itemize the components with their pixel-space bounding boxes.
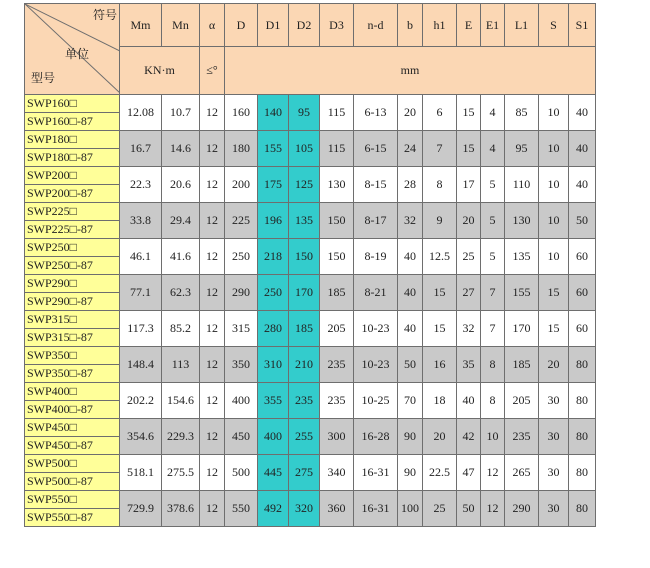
value-cell: 15 (539, 275, 569, 311)
value-cell: 25 (457, 239, 481, 275)
value-cell: 80 (569, 419, 596, 455)
value-cell: 27 (457, 275, 481, 311)
header-row (25, 4, 596, 47)
model-name-cell: SWP180□-87 (25, 149, 120, 167)
value-cell: 445 (258, 455, 289, 491)
value-cell: 135 (289, 203, 320, 239)
value-cell: 8-21 (354, 275, 398, 311)
model-name-cell: SWP400□ (25, 383, 120, 401)
value-cell: 10 (481, 419, 505, 455)
value-cell: 60 (569, 275, 596, 311)
value-cell: 315 (225, 311, 258, 347)
value-cell: 12 (200, 383, 225, 419)
value-cell: 50 (457, 491, 481, 527)
column-header: α (200, 4, 225, 47)
model-name-cell: SWP400□-87 (25, 401, 120, 419)
model-name-cell: SWP550□-87 (25, 509, 120, 527)
value-cell: 320 (289, 491, 320, 527)
model-name-cell: SWP180□ (25, 131, 120, 149)
value-cell: 80 (569, 347, 596, 383)
column-header: h1 (423, 4, 457, 47)
value-cell: 15 (539, 311, 569, 347)
value-cell: 250 (225, 239, 258, 275)
value-cell: 12 (200, 311, 225, 347)
value-cell: 400 (258, 419, 289, 455)
value-cell: 12 (200, 347, 225, 383)
value-cell: 105 (289, 131, 320, 167)
value-cell: 62.3 (162, 275, 200, 311)
value-cell: 200 (225, 167, 258, 203)
value-cell: 40 (398, 239, 423, 275)
model-name-cell: SWP225□ (25, 203, 120, 221)
corner-unit-label: 单位 (65, 47, 90, 61)
value-cell: 160 (225, 95, 258, 131)
value-cell: 35 (457, 347, 481, 383)
value-cell: 8 (481, 347, 505, 383)
value-cell: 185 (320, 275, 354, 311)
model-name-cell: SWP350□ (25, 347, 120, 365)
value-cell: 80 (569, 491, 596, 527)
value-cell: 235 (320, 347, 354, 383)
value-cell: 20.6 (162, 167, 200, 203)
model-name-cell: SWP350□-87 (25, 365, 120, 383)
value-cell: 255 (289, 419, 320, 455)
value-cell: 265 (505, 455, 539, 491)
value-cell: 115 (320, 131, 354, 167)
value-cell: 47 (457, 455, 481, 491)
value-cell: 8-15 (354, 167, 398, 203)
value-cell: 7 (481, 275, 505, 311)
value-cell: 10 (539, 239, 569, 275)
value-cell: 40 (569, 131, 596, 167)
value-cell: 42 (457, 419, 481, 455)
table-row (25, 347, 596, 365)
value-cell: 50 (569, 203, 596, 239)
value-cell: 6 (423, 95, 457, 131)
value-cell: 117.3 (120, 311, 162, 347)
value-cell: 14.6 (162, 131, 200, 167)
model-name-cell: SWP500□ (25, 455, 120, 473)
table-row (25, 95, 596, 113)
model-name-cell: SWP200□ (25, 167, 120, 185)
value-cell: 218 (258, 239, 289, 275)
column-header: S (539, 4, 569, 47)
value-cell: 235 (289, 383, 320, 419)
model-name-cell: SWP200□-87 (25, 185, 120, 203)
value-cell: 5 (481, 167, 505, 203)
value-cell: 70 (398, 383, 423, 419)
value-cell: 40 (398, 311, 423, 347)
value-cell: 12 (200, 455, 225, 491)
value-cell: 16-31 (354, 455, 398, 491)
value-cell: 9 (423, 203, 457, 239)
value-cell: 12.5 (423, 239, 457, 275)
value-cell: 6-15 (354, 131, 398, 167)
value-cell: 135 (505, 239, 539, 275)
table-row (25, 311, 596, 329)
value-cell: 115 (320, 95, 354, 131)
value-cell: 16-28 (354, 419, 398, 455)
value-cell: 340 (320, 455, 354, 491)
value-cell: 90 (398, 419, 423, 455)
value-cell: 12 (200, 419, 225, 455)
column-header: D1 (258, 4, 289, 47)
value-cell: 113 (162, 347, 200, 383)
value-cell: 33.8 (120, 203, 162, 239)
value-cell: 10 (539, 203, 569, 239)
model-name-cell: SWP450□ (25, 419, 120, 437)
model-name-cell: SWP225□-87 (25, 221, 120, 239)
value-cell: 550 (225, 491, 258, 527)
model-name-cell: SWP160□-87 (25, 113, 120, 131)
value-cell: 185 (289, 311, 320, 347)
value-cell: 85 (505, 95, 539, 131)
table-row (25, 491, 596, 509)
value-cell: 12 (200, 239, 225, 275)
value-cell: 148.4 (120, 347, 162, 383)
value-cell: 280 (258, 311, 289, 347)
value-cell: 100 (398, 491, 423, 527)
value-cell: 4 (481, 131, 505, 167)
value-cell: 46.1 (120, 239, 162, 275)
value-cell: 41.6 (162, 239, 200, 275)
column-header: D3 (320, 4, 354, 47)
value-cell: 60 (569, 311, 596, 347)
column-header: D (225, 4, 258, 47)
model-name-cell: SWP160□ (25, 95, 120, 113)
value-cell: 518.1 (120, 455, 162, 491)
value-cell: 40 (457, 383, 481, 419)
model-name-cell: SWP550□ (25, 491, 120, 509)
value-cell: 30 (539, 419, 569, 455)
value-cell: 18 (423, 383, 457, 419)
value-cell: 10-23 (354, 311, 398, 347)
column-header: b (398, 4, 423, 47)
value-cell: 32 (457, 311, 481, 347)
value-cell: 22.3 (120, 167, 162, 203)
value-cell: 500 (225, 455, 258, 491)
value-cell: 22.5 (423, 455, 457, 491)
column-header: E1 (481, 4, 505, 47)
value-cell: 77.1 (120, 275, 162, 311)
value-cell: 155 (258, 131, 289, 167)
value-cell: 29.4 (162, 203, 200, 239)
table-row (25, 383, 596, 401)
value-cell: 15 (423, 275, 457, 311)
value-cell: 290 (225, 275, 258, 311)
value-cell: 10-23 (354, 347, 398, 383)
value-cell: 8-17 (354, 203, 398, 239)
value-cell: 130 (505, 203, 539, 239)
value-cell: 10.7 (162, 95, 200, 131)
value-cell: 7 (423, 131, 457, 167)
value-cell: 290 (505, 491, 539, 527)
value-cell: 20 (423, 419, 457, 455)
model-name-cell: SWP315□-87 (25, 329, 120, 347)
value-cell: 130 (320, 167, 354, 203)
value-cell: 12 (481, 455, 505, 491)
table-row (25, 131, 596, 149)
value-cell: 12 (200, 131, 225, 167)
unit-length: mm (225, 47, 596, 95)
value-cell: 12 (200, 95, 225, 131)
value-cell: 15 (457, 131, 481, 167)
value-cell: 10 (539, 131, 569, 167)
value-cell: 180 (225, 131, 258, 167)
value-cell: 15 (457, 95, 481, 131)
value-cell: 80 (569, 455, 596, 491)
value-cell: 95 (505, 131, 539, 167)
value-cell: 20 (398, 95, 423, 131)
value-cell: 12 (200, 275, 225, 311)
column-header: Mn (162, 4, 200, 47)
value-cell: 10 (539, 167, 569, 203)
value-cell: 354.6 (120, 419, 162, 455)
value-cell: 12 (481, 491, 505, 527)
value-cell: 5 (481, 203, 505, 239)
column-header: n-d (354, 4, 398, 47)
value-cell: 7 (481, 311, 505, 347)
value-cell: 450 (225, 419, 258, 455)
unit-torque: KN·m (120, 47, 200, 95)
column-header: D2 (289, 4, 320, 47)
column-header: L1 (505, 4, 539, 47)
value-cell: 16-31 (354, 491, 398, 527)
value-cell: 350 (225, 347, 258, 383)
model-name-cell: SWP290□-87 (25, 293, 120, 311)
value-cell: 10 (539, 95, 569, 131)
corner-header-cell (25, 4, 120, 95)
value-cell: 205 (320, 311, 354, 347)
corner-symbol-label: 符号 (93, 8, 118, 22)
value-cell: 17 (457, 167, 481, 203)
value-cell: 30 (539, 455, 569, 491)
model-name-cell: SWP315□ (25, 311, 120, 329)
value-cell: 378.6 (162, 491, 200, 527)
value-cell: 24 (398, 131, 423, 167)
value-cell: 110 (505, 167, 539, 203)
value-cell: 492 (258, 491, 289, 527)
value-cell: 154.6 (162, 383, 200, 419)
model-name-cell: SWP500□-87 (25, 473, 120, 491)
value-cell: 170 (289, 275, 320, 311)
table-row (25, 455, 596, 473)
value-cell: 150 (289, 239, 320, 275)
value-cell: 30 (539, 383, 569, 419)
value-cell: 12 (200, 203, 225, 239)
value-cell: 28 (398, 167, 423, 203)
value-cell: 90 (398, 455, 423, 491)
value-cell: 85.2 (162, 311, 200, 347)
model-name-cell: SWP250□ (25, 239, 120, 257)
value-cell: 175 (258, 167, 289, 203)
value-cell: 60 (569, 239, 596, 275)
value-cell: 50 (398, 347, 423, 383)
value-cell: 30 (539, 491, 569, 527)
model-name-cell: SWP290□ (25, 275, 120, 293)
value-cell: 40 (569, 167, 596, 203)
value-cell: 95 (289, 95, 320, 131)
value-cell: 12 (200, 491, 225, 527)
column-header: E (457, 4, 481, 47)
value-cell: 25 (423, 491, 457, 527)
value-cell: 310 (258, 347, 289, 383)
unit-angle: ≤° (200, 47, 225, 95)
column-header: Mm (120, 4, 162, 47)
value-cell: 8 (481, 383, 505, 419)
value-cell: 12 (200, 167, 225, 203)
value-cell: 300 (320, 419, 354, 455)
value-cell: 16.7 (120, 131, 162, 167)
value-cell: 275.5 (162, 455, 200, 491)
value-cell: 202.2 (120, 383, 162, 419)
value-cell: 140 (258, 95, 289, 131)
value-cell: 16 (423, 347, 457, 383)
value-cell: 229.3 (162, 419, 200, 455)
value-cell: 20 (457, 203, 481, 239)
value-cell: 355 (258, 383, 289, 419)
value-cell: 150 (320, 203, 354, 239)
corner-model-label: 型号 (31, 71, 56, 85)
spec-table (24, 3, 596, 527)
table-row (25, 239, 596, 257)
value-cell: 10-25 (354, 383, 398, 419)
model-name-cell: SWP450□-87 (25, 437, 120, 455)
value-cell: 170 (505, 311, 539, 347)
value-cell: 400 (225, 383, 258, 419)
table-row (25, 275, 596, 293)
value-cell: 8 (423, 167, 457, 203)
value-cell: 6-13 (354, 95, 398, 131)
value-cell: 5 (481, 239, 505, 275)
value-cell: 235 (320, 383, 354, 419)
value-cell: 150 (320, 239, 354, 275)
value-cell: 15 (423, 311, 457, 347)
table-row (25, 419, 596, 437)
value-cell: 360 (320, 491, 354, 527)
table-row (25, 167, 596, 185)
value-cell: 225 (225, 203, 258, 239)
value-cell: 40 (569, 95, 596, 131)
value-cell: 8-19 (354, 239, 398, 275)
value-cell: 155 (505, 275, 539, 311)
value-cell: 275 (289, 455, 320, 491)
value-cell: 4 (481, 95, 505, 131)
value-cell: 210 (289, 347, 320, 383)
value-cell: 196 (258, 203, 289, 239)
value-cell: 250 (258, 275, 289, 311)
value-cell: 235 (505, 419, 539, 455)
column-header: S1 (569, 4, 596, 47)
value-cell: 80 (569, 383, 596, 419)
value-cell: 205 (505, 383, 539, 419)
value-cell: 729.9 (120, 491, 162, 527)
value-cell: 40 (398, 275, 423, 311)
value-cell: 185 (505, 347, 539, 383)
value-cell: 32 (398, 203, 423, 239)
value-cell: 12.08 (120, 95, 162, 131)
table-row (25, 203, 596, 221)
value-cell: 20 (539, 347, 569, 383)
model-name-cell: SWP250□-87 (25, 257, 120, 275)
value-cell: 125 (289, 167, 320, 203)
